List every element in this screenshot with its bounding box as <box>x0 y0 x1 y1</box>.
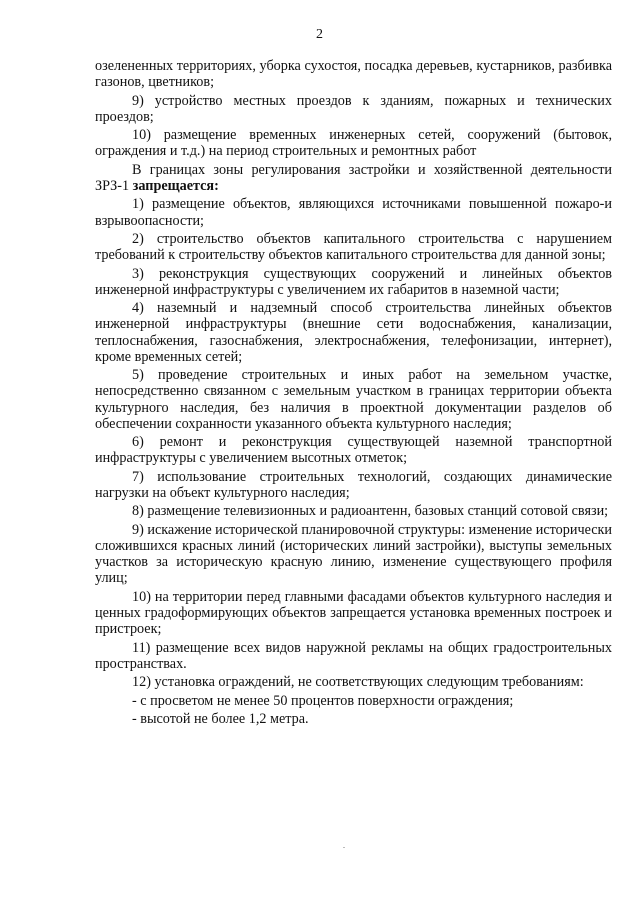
scan-speck <box>343 847 345 848</box>
prohibition-item-2: 2) строительство объектов капитального строительства с нарушением требований к строительству объектов капитального строительства для данной зоны; <box>95 230 612 264</box>
prohibition-item-6: 6) ремонт и реконструкция существующей наземной транспортной инфраструктуры с увеличением высотных отметок; <box>95 434 612 467</box>
prohibition-item-8: 8) размещение телевизионных и радиоантенн, базовых станций сотовой связи; <box>132 503 609 520</box>
prohibition-keyword: запрещается <box>132 177 215 194</box>
prohibition-item-11: 11) размещение всех видов наружной рекламы на общих градостроительных пространствах. <box>95 639 612 672</box>
prohibition-item-4: 4) наземный и надземный способ строительства линейных объектов инженерной инфраструктуры (внешние сети водоснабжения, канализации, теплоснабжения, газоснабжения, электроснабжения, телефонизации, интернет), кроме временных сетей; <box>95 300 612 365</box>
prohibition-item-3: 3) реконструкция существующих сооружений и линейных объектов инженерной инфраструктуры с увеличением их габаритов в наземной части; <box>95 265 612 298</box>
prohibition-item-7: 7) использование строительных технологий, создающих динамические нагрузки на объект культурного наследия; <box>95 468 612 501</box>
page-number: 2 <box>316 27 323 42</box>
prohibition-item-12: 12) установка ограждений, не соответствующих следующим требованиям: <box>132 674 584 691</box>
paragraph-continuation: озелененных территориях, уборка сухостоя, посадка деревьев, кустарников, разбивка газонов, цветников; <box>95 58 612 91</box>
prohibition-item-10: 10) на территории перед главными фасадами объектов культурного наследия и ценных градоформирующих объектов запрещается установка временных построек и пристроек; <box>95 588 612 638</box>
document-body <box>95 58 612 729</box>
prohibition-intro <box>95 162 612 194</box>
paragraph-item-10: 10) размещение временных инженерных сетей, сооружений (бытовок, ограждения и т.д.) на период строительных и ремонтных работ <box>95 127 612 160</box>
prohibition-intro-text: В границах зоны регулирования застройки и хозяйственной деятельности ЗРЗ-1 <box>95 161 612 194</box>
prohibition-item-1: 1) размещение объектов, являющихся источниками повышенной пожаро-и взрывоопасности; <box>95 196 612 229</box>
prohibition-item-5: 5) проведение строительных и иных работ на земельном участке, непосредственно связанном с земельным участком в границах территории объекта культурного наследия, без наличия в проектной документации разделов об обеспечении сохранности указанного объекта культурного наследия; <box>95 367 612 432</box>
paragraph-item-9: 9) устройство местных проездов к зданиям, пожарных и технических проездов; <box>95 92 612 125</box>
prohibition-item-9: 9) искажение исторической планировочной структуры: изменение исторически сложившихся красных линий (исторических линий застройки), выступы земельных участков за историческую красную линию, изменение существующего профиля улиц; <box>95 521 613 587</box>
prohibition-colon: : <box>214 177 219 194</box>
fence-requirement-1: - с просветом не менее 50 процентов поверхности ограждения; <box>132 692 514 709</box>
fence-requirement-2: - высотой не более 1,2 метра. <box>132 710 309 727</box>
